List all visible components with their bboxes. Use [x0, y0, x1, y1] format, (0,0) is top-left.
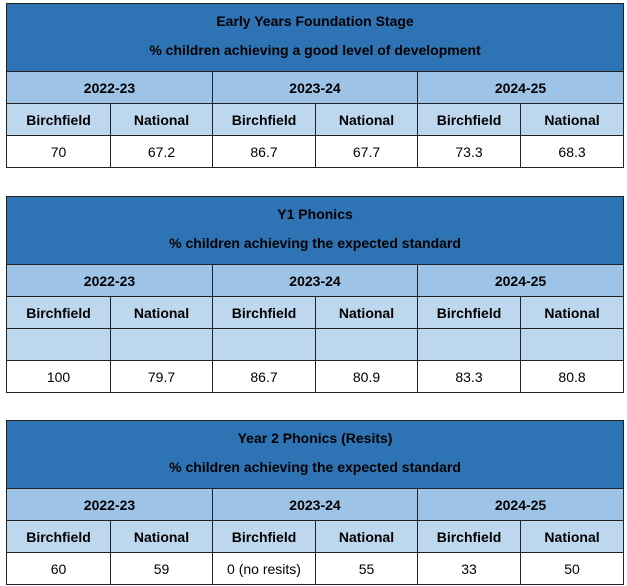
year-header: 2023-24: [213, 265, 418, 297]
column-header: Birchfield: [213, 297, 316, 329]
blank-cell: [418, 329, 521, 361]
value-cell: 33: [418, 553, 521, 585]
table-title-row: [7, 197, 624, 265]
year-header: 2024-25: [418, 489, 624, 521]
year-header: 2022-23: [7, 489, 213, 521]
column-header: National: [316, 104, 418, 136]
value-cell: 83.3: [418, 361, 521, 393]
table-title-cell: [7, 4, 624, 72]
value-cell: 79.7: [111, 361, 213, 393]
value-cell: 55: [316, 553, 418, 585]
value-cell: 67.7: [316, 136, 418, 168]
values-row: [7, 136, 624, 168]
value-cell: 0 (no resits): [213, 553, 316, 585]
values-row: [7, 361, 624, 393]
table-title-row: [7, 4, 624, 72]
table-subtitle: % children achieving a good level of development: [149, 42, 481, 58]
value-cell: 100: [7, 361, 111, 393]
table-title-cell: [7, 421, 624, 489]
year-header: 2024-25: [418, 72, 624, 104]
year-header: 2022-23: [7, 265, 213, 297]
column-header: National: [521, 521, 624, 553]
y2-phonics-resits-table: [6, 420, 624, 585]
table-title: Year 2 Phonics (Resits): [237, 430, 393, 446]
column-header: National: [316, 297, 418, 329]
table-subtitle: % children achieving the expected standard: [169, 459, 461, 475]
blank-cell: [521, 329, 624, 361]
table-subtitle: % children achieving the expected standard: [169, 235, 461, 251]
column-header: Birchfield: [418, 297, 521, 329]
column-header: Birchfield: [7, 297, 111, 329]
column-header: Birchfield: [7, 104, 111, 136]
year-header-row: [7, 489, 624, 521]
column-header: National: [521, 104, 624, 136]
blank-cell: [7, 329, 111, 361]
year-header: 2023-24: [213, 489, 418, 521]
blank-cell: [316, 329, 418, 361]
blank-cell: [111, 329, 213, 361]
year-header: 2023-24: [213, 72, 418, 104]
value-cell: 80.8: [521, 361, 624, 393]
y1-phonics-table: [6, 196, 624, 393]
value-cell: 67.2: [111, 136, 213, 168]
values-row: [7, 553, 624, 585]
column-header: National: [521, 297, 624, 329]
column-header: Birchfield: [213, 104, 316, 136]
table-title: Early Years Foundation Stage: [216, 13, 414, 29]
value-cell: 50: [521, 553, 624, 585]
value-cell: 73.3: [418, 136, 521, 168]
column-header: Birchfield: [418, 521, 521, 553]
column-header: National: [316, 521, 418, 553]
year-header: 2024-25: [418, 265, 624, 297]
column-header: National: [111, 521, 213, 553]
column-header-row: [7, 104, 624, 136]
eyfs-table: [6, 3, 624, 168]
column-header: Birchfield: [7, 521, 111, 553]
column-header: Birchfield: [418, 104, 521, 136]
value-cell: 70: [7, 136, 111, 168]
table-title-row: [7, 421, 624, 489]
value-cell: 80.9: [316, 361, 418, 393]
year-header-row: [7, 265, 624, 297]
column-header: National: [111, 297, 213, 329]
value-cell: 60: [7, 553, 111, 585]
blank-cell: [213, 329, 316, 361]
value-cell: 68.3: [521, 136, 624, 168]
value-cell: 86.7: [213, 361, 316, 393]
value-cell: 86.7: [213, 136, 316, 168]
column-header-row: [7, 297, 624, 329]
year-header: 2022-23: [7, 72, 213, 104]
year-header-row: [7, 72, 624, 104]
column-header: National: [111, 104, 213, 136]
column-header-row: [7, 521, 624, 553]
table-title-cell: [7, 197, 624, 265]
column-header: Birchfield: [213, 521, 316, 553]
table-title: Y1 Phonics: [277, 206, 353, 222]
value-cell: 59: [111, 553, 213, 585]
blank-row: [7, 329, 624, 361]
